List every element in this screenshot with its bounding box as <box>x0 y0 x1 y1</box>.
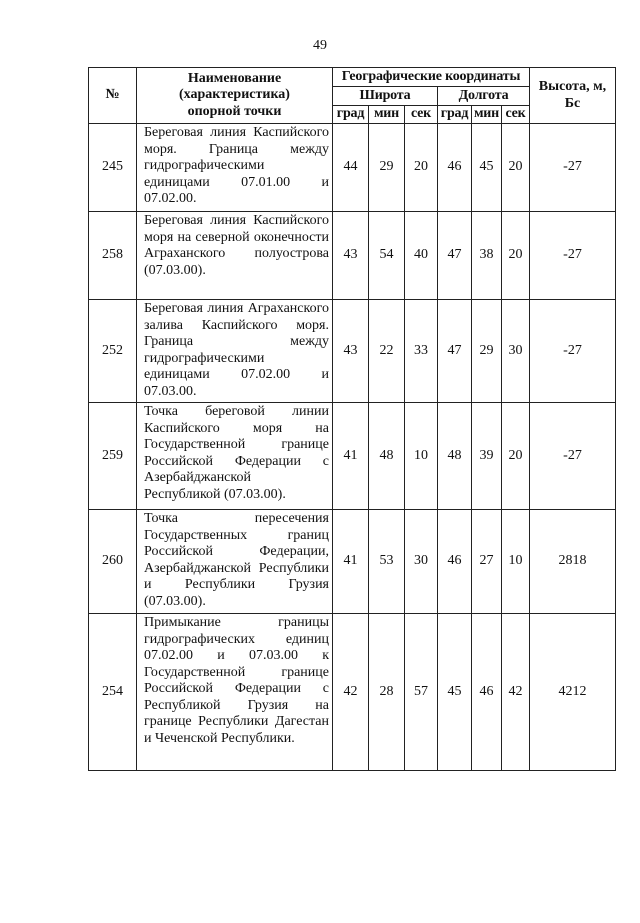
table-row <box>89 124 616 212</box>
lon-sec: 20 <box>502 403 530 510</box>
row-name: Точка пересечения Государственных границ Российской Федерации, Азербайджанской Республики и Республики Грузия (07.03.00). <box>137 510 333 614</box>
lon-min: 38 <box>472 212 502 300</box>
header-lon-min: мин <box>472 106 502 124</box>
header-lat-sec: сек <box>405 106 438 124</box>
table-row <box>89 212 616 300</box>
table-row <box>89 300 616 403</box>
lat-sec: 20 <box>405 124 438 212</box>
lon-sec: 20 <box>502 124 530 212</box>
table-row <box>89 510 616 614</box>
lat-sec: 10 <box>405 403 438 510</box>
row-number: 252 <box>89 300 137 403</box>
row-number: 254 <box>89 614 137 771</box>
row-name: Точка береговой линии Каспийского моря на Государственной границе Российской Федерации с Азербайджанской Республикой (07.03.00). <box>137 403 333 510</box>
row-name: Примыкание границы гидрографических единиц 07.02.00 и 07.03.00 к Государственной границе Российской Федерации с Республикой Грузия на границе Республики Дагестан и Чеченской Республики. <box>137 614 333 771</box>
lat-deg: 41 <box>333 403 369 510</box>
reference-points-table <box>88 67 616 771</box>
header-lon-sec: сек <box>502 106 530 124</box>
header-longitude: Долгота <box>438 87 530 106</box>
lat-sec: 33 <box>405 300 438 403</box>
header-name-line1: Наименование <box>187 70 282 86</box>
header-number: № <box>89 68 137 124</box>
header-name <box>137 68 333 124</box>
row-name: Береговая линия Каспийского моря на северной оконечности Аграханского полуострова (07.03.00). <box>137 212 333 300</box>
lat-min: 28 <box>369 614 405 771</box>
header-height: Высота, м, Бс <box>530 68 616 124</box>
page-number: 49 <box>313 38 327 53</box>
lat-deg: 42 <box>333 614 369 771</box>
height-value: -27 <box>530 300 616 403</box>
lon-deg: 47 <box>438 300 472 403</box>
row-number: 259 <box>89 403 137 510</box>
lon-min: 39 <box>472 403 502 510</box>
header-lat-min: мин <box>369 106 405 124</box>
header-latitude: Широта <box>333 87 438 106</box>
lon-min: 46 <box>472 614 502 771</box>
lon-min: 27 <box>472 510 502 614</box>
lat-min: 54 <box>369 212 405 300</box>
lon-min: 29 <box>472 300 502 403</box>
lat-sec: 40 <box>405 212 438 300</box>
lat-deg: 43 <box>333 212 369 300</box>
lat-deg: 43 <box>333 300 369 403</box>
height-value: 2818 <box>530 510 616 614</box>
lon-sec: 20 <box>502 212 530 300</box>
lat-min: 29 <box>369 124 405 212</box>
lon-sec: 10 <box>502 510 530 614</box>
table-header <box>89 68 616 124</box>
height-value: -27 <box>530 403 616 510</box>
lat-deg: 41 <box>333 510 369 614</box>
header-name-line2: (характеристика) <box>179 87 290 103</box>
lat-min: 22 <box>369 300 405 403</box>
table-body <box>89 124 616 771</box>
table-row <box>89 403 616 510</box>
lon-deg: 45 <box>438 614 472 771</box>
table-row <box>89 614 616 771</box>
row-number: 245 <box>89 124 137 212</box>
row-number: 260 <box>89 510 137 614</box>
header-coordinates: Географические координаты <box>333 68 530 87</box>
lon-sec: 30 <box>502 300 530 403</box>
row-name: Береговая линия Аграханского залива Каспийского моря. Граница между гидрографическими единицами 07.02.00 и 07.03.00. <box>137 300 333 403</box>
lon-min: 45 <box>472 124 502 212</box>
lat-sec: 57 <box>405 614 438 771</box>
height-value: -27 <box>530 212 616 300</box>
lat-deg: 44 <box>333 124 369 212</box>
row-number: 258 <box>89 212 137 300</box>
lon-deg: 46 <box>438 510 472 614</box>
lat-min: 53 <box>369 510 405 614</box>
header-lon-deg: град <box>438 106 472 124</box>
lon-sec: 42 <box>502 614 530 771</box>
row-name: Береговая линия Каспийского моря. Граница между гидрографическими единицами 07.01.00 и 07.02.00. <box>137 124 333 212</box>
lon-deg: 46 <box>438 124 472 212</box>
lat-min: 48 <box>369 403 405 510</box>
lon-deg: 47 <box>438 212 472 300</box>
header-name-line3: опорной точки <box>187 103 282 119</box>
height-value: 4212 <box>530 614 616 771</box>
height-value: -27 <box>530 124 616 212</box>
lon-deg: 48 <box>438 403 472 510</box>
lat-sec: 30 <box>405 510 438 614</box>
header-lat-deg: град <box>333 106 369 124</box>
